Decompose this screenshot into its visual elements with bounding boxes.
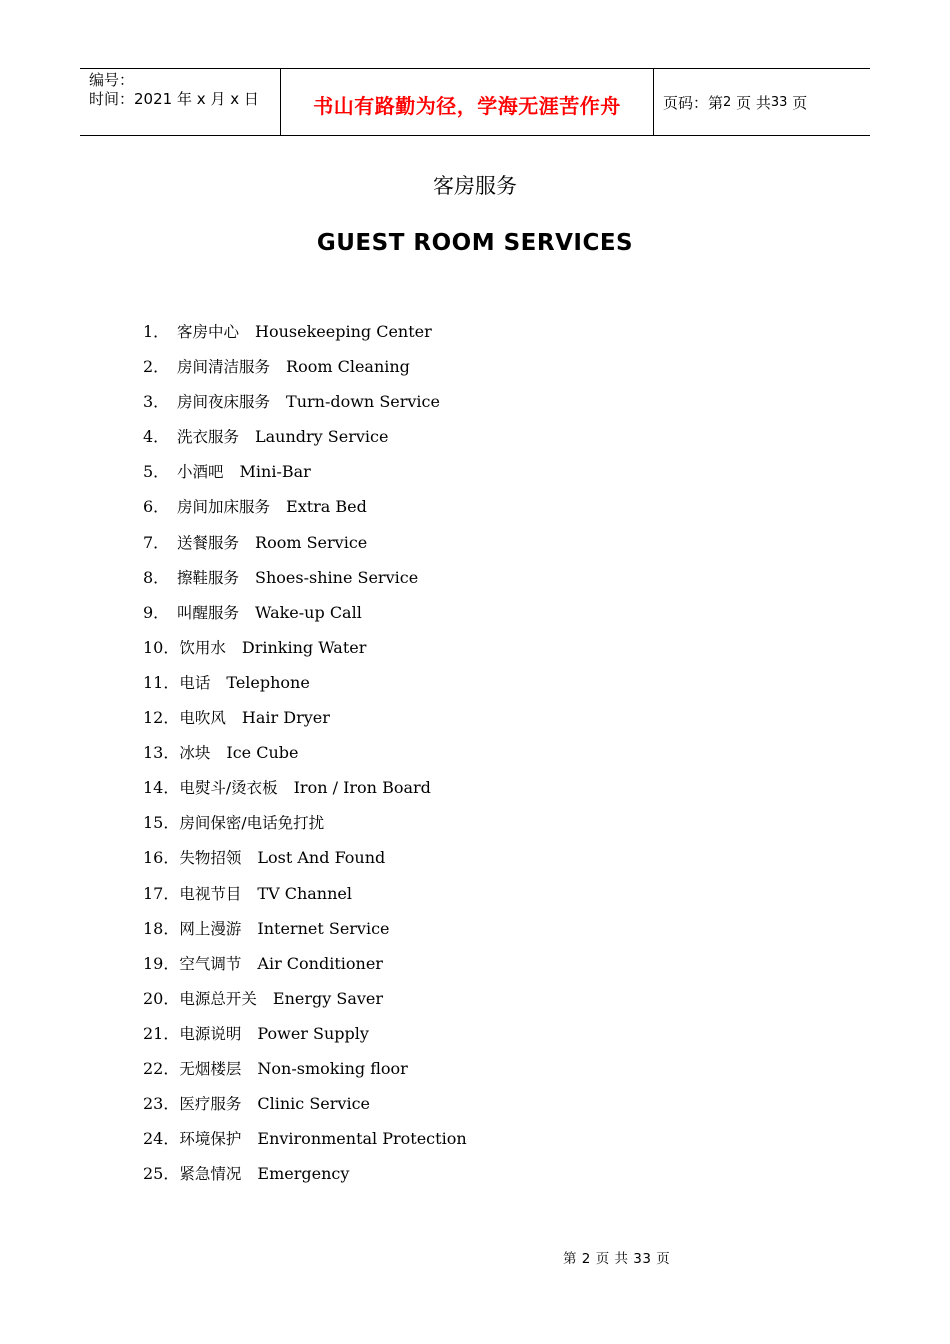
item-number: 16． (143, 848, 180, 868)
item-chinese-label: 网上漫游 (179, 919, 242, 938)
item-number: 22． (143, 1058, 180, 1078)
item-number: 19． (143, 953, 180, 973)
list-item (143, 987, 467, 1022)
list-item (143, 320, 467, 355)
item-english-label: Laundry Service (255, 427, 389, 447)
item-chinese-label: 房间加床服务 (177, 498, 271, 517)
item-english-label: Energy Saver (272, 988, 384, 1008)
item-english-label: Power Supply (257, 1023, 369, 1043)
list-item (143, 1127, 467, 1162)
footer-mid: 页 共 (595, 1251, 629, 1267)
item-number: 15． (143, 813, 180, 833)
item-english-label: Iron / Iron Board (293, 778, 431, 798)
item-chinese-label: 空气调节 (179, 954, 242, 973)
list-item (143, 1022, 467, 1057)
list-item (143, 531, 467, 566)
list-item (143, 882, 467, 917)
item-chinese-label: 电源总开关 (179, 989, 257, 1008)
item-english-label: Shoes-shine Service (255, 567, 419, 587)
item-english-label: Drinking Water (241, 637, 367, 657)
item-chinese-label: 电源说明 (179, 1024, 242, 1043)
item-number: 11． (143, 672, 180, 692)
page-total: 33 (770, 94, 788, 110)
item-number: 7． (143, 532, 170, 552)
item-chinese-label: 送餐服务 (177, 533, 240, 552)
list-item (143, 706, 467, 741)
item-english-label: Wake-up Call (255, 602, 362, 622)
date-label: 时间： (89, 90, 135, 108)
service-list (143, 320, 467, 1197)
item-english-label: Internet Service (257, 918, 390, 938)
page-label: 页码：第 (663, 93, 724, 112)
item-chinese-label: 房间清洁服务 (177, 358, 271, 377)
item-english-label: Hair Dryer (241, 708, 330, 728)
item-chinese-label: 擦鞋服务 (177, 568, 240, 587)
item-chinese-label: 洗衣服务 (177, 428, 240, 447)
item-english-label: Turn-down Service (286, 392, 440, 412)
date-line (89, 90, 280, 109)
header-page-cell (654, 69, 870, 135)
list-item (143, 636, 467, 671)
item-chinese-label: 环境保护 (179, 1130, 242, 1149)
item-number: 20． (143, 988, 180, 1008)
item-chinese-label: 叫醒服务 (177, 603, 240, 622)
item-chinese-label: 饮用水 (179, 638, 226, 657)
item-english-label: Room Service (255, 532, 368, 552)
item-chinese-label: 房间夜床服务 (177, 393, 271, 412)
item-number: 5． (143, 462, 170, 482)
list-item (143, 425, 467, 460)
page-title-chinese: 客房服务 (433, 174, 517, 198)
item-chinese-label: 电熨斗/烫衣板 (179, 779, 278, 798)
item-number: 4． (143, 427, 170, 447)
list-item (143, 495, 467, 530)
footer-page-current: 2 (581, 1251, 591, 1267)
list-item (143, 846, 467, 881)
page-mid: 页 共 (736, 93, 771, 112)
footer-page-total: 33 (633, 1251, 652, 1267)
item-number: 8． (143, 567, 170, 587)
item-chinese-label: 冰块 (179, 744, 211, 763)
footer-prefix: 第 (563, 1251, 577, 1267)
item-chinese-label: 客房中心 (177, 323, 240, 341)
motto-text: 书山有路勤为径，学海无涯苦作舟 (313, 93, 621, 118)
list-item (143, 811, 467, 846)
item-english-label: Emergency (257, 1164, 350, 1184)
item-english-label: Telephone (226, 672, 310, 692)
list-item (143, 390, 467, 425)
date-day-suffix: 日 (243, 90, 259, 108)
page-end: 页 (792, 93, 808, 112)
item-chinese-label: 电吹风 (179, 709, 226, 728)
item-number: 14． (143, 778, 180, 798)
date-year: 2021 (134, 90, 173, 108)
item-number: 24． (143, 1129, 180, 1149)
item-english-label: Air Conditioner (257, 953, 383, 973)
page-current: 2 (723, 94, 732, 110)
item-english-label: Non-smoking floor (257, 1058, 408, 1078)
item-english-label: Environmental Protection (257, 1129, 467, 1149)
item-number: 12． (143, 708, 180, 728)
date-month: x (196, 90, 206, 108)
page-title-english: GUEST ROOM SERVICES (316, 230, 634, 256)
item-english-label: Clinic Service (257, 1094, 370, 1114)
item-number: 23． (143, 1094, 180, 1114)
footer-suffix: 页 (656, 1251, 671, 1267)
date-year-suffix: 年 (176, 90, 192, 108)
item-english-label: Room Cleaning (286, 357, 410, 377)
date-month-suffix: 月 (210, 90, 226, 108)
item-number: 3． (143, 392, 170, 412)
list-item (143, 1092, 467, 1127)
item-number: 2． (143, 357, 170, 377)
header-meta-cell (80, 69, 281, 135)
item-number: 25． (143, 1164, 180, 1184)
item-chinese-label: 房间保密/电话免打扰 (179, 814, 325, 833)
item-number: 9． (143, 602, 170, 622)
item-number: 1． (143, 322, 170, 341)
list-item (143, 952, 467, 987)
item-number: 21． (143, 1023, 180, 1043)
item-chinese-label: 失物招领 (179, 849, 242, 868)
item-number: 18． (143, 918, 180, 938)
header-motto-cell (281, 69, 654, 135)
item-number: 13． (143, 743, 180, 763)
page-footer (563, 1247, 670, 1267)
item-number: 10． (143, 637, 180, 657)
page-header (80, 68, 870, 136)
item-english-label: Ice Cube (226, 743, 299, 763)
list-item (143, 566, 467, 601)
list-item (143, 1162, 467, 1197)
item-english-label: Extra Bed (286, 497, 367, 517)
item-number: 6． (143, 497, 170, 517)
item-chinese-label: 电话 (179, 673, 211, 692)
item-chinese-label: 紧急情况 (179, 1165, 242, 1184)
item-chinese-label: 电视节目 (179, 884, 242, 903)
item-chinese-label: 小酒吧 (177, 463, 224, 482)
list-item (143, 1057, 467, 1092)
list-item (143, 741, 467, 776)
item-english-label: TV Channel (257, 883, 352, 903)
list-item (143, 671, 467, 706)
item-english-label: Housekeeping Center (255, 322, 432, 341)
item-english-label: Mini-Bar (239, 462, 311, 482)
item-english-label: Lost And Found (257, 848, 386, 868)
item-number: 17． (143, 883, 180, 903)
item-chinese-label: 医疗服务 (179, 1095, 242, 1114)
list-item (143, 776, 467, 811)
list-item (143, 601, 467, 636)
serial-number-label: 编号： (89, 71, 135, 89)
list-item (143, 355, 467, 390)
item-chinese-label: 无烟楼层 (179, 1059, 242, 1078)
list-item (143, 917, 467, 952)
list-item (143, 460, 467, 495)
date-day: x (230, 90, 240, 108)
